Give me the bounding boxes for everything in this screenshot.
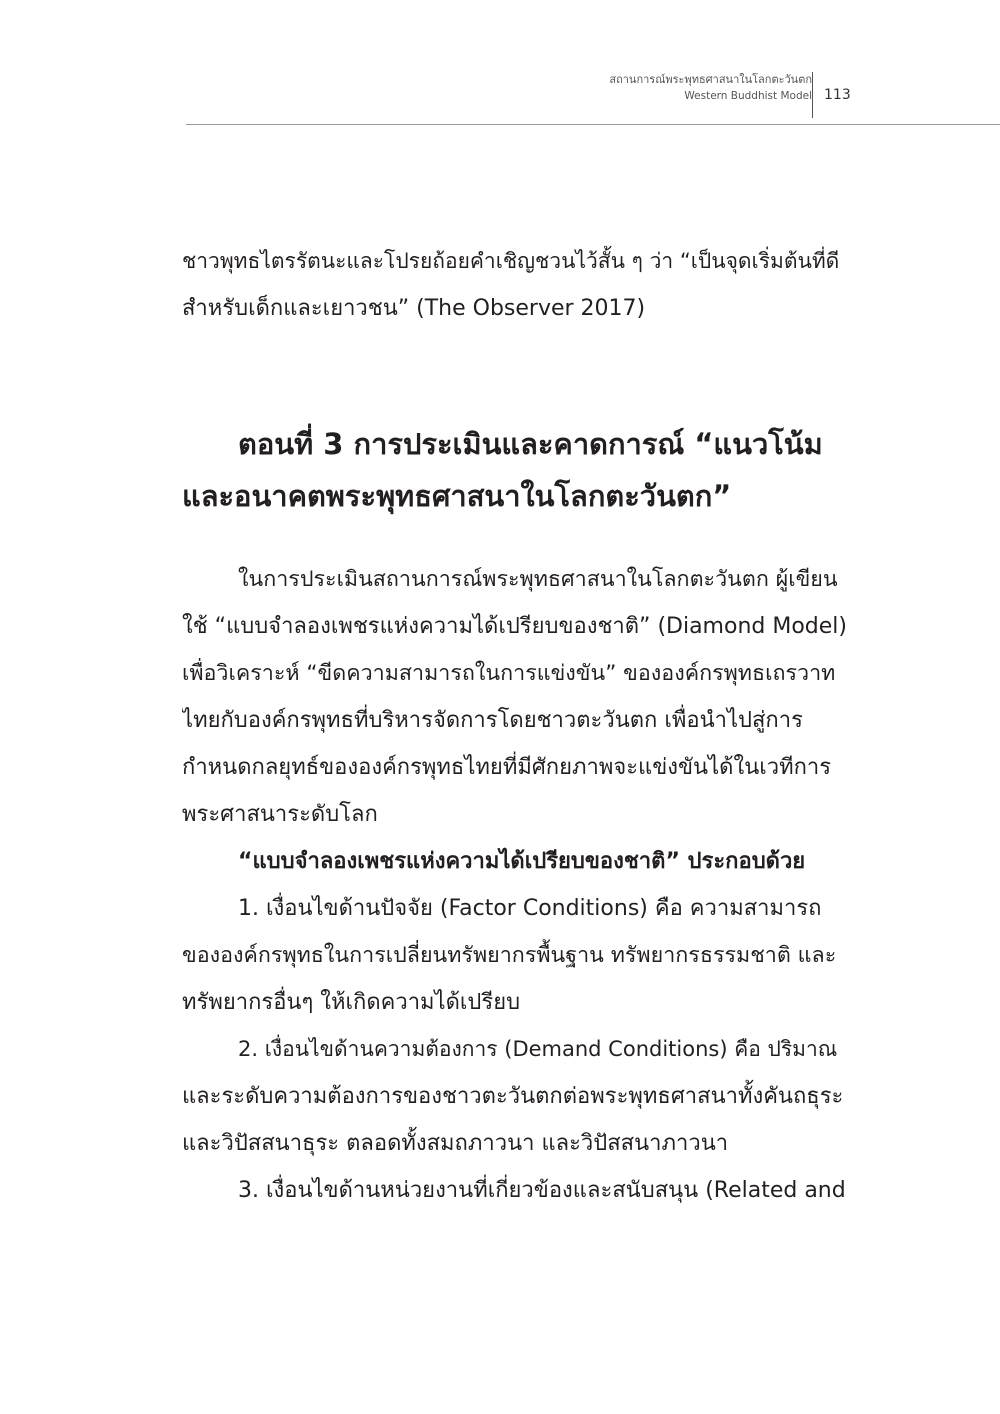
item-1-line-3: ทรัพยากรอื่นๆ ให้เกิดความได้เปรียบ [182, 990, 521, 1015]
diamond-model-subheading: “แบบจำลองเพชรแห่งความได้เปรียบของชาติ” ประกอบด้วย [238, 849, 806, 874]
running-header [412, 72, 812, 104]
main-line-3: เพื่อวิเคราะห์ “ขีดความสามารถในการแข่งขัน” ขององค์กรพุทธเถรวาท [182, 661, 836, 686]
running-title-thai: สถานการณ์พระพุทธศาสนาในโลกตะวันตก [609, 73, 812, 86]
item-2-line-2: และระดับความต้องการของชาวตะวันตกต่อพระพุทธศาสนาทั้งคันถธุระ [182, 1084, 844, 1109]
section-heading-line-2: และอนาคตพระพุทธศาสนาในโลกตะวันตก” [182, 479, 732, 513]
page-number: 113 [824, 87, 851, 103]
main-line-2: ใช้ “แบบจำลองเพชรแห่งความได้เปรียบของชาติ” (Diamond Model) [182, 614, 847, 639]
main-line-4: ไทยกับองค์กรพุทธที่บริหารจัดการโดยชาวตะวันตก เพื่อนำไปสู่การ [182, 708, 803, 733]
header-rule [186, 124, 1000, 125]
item-3-line-1: 3. เงื่อนไขด้านหน่วยงานที่เกี่ยวข้องและสนับสนุน (Related and [238, 1178, 846, 1203]
intro-paragraph [182, 238, 847, 332]
header-divider [812, 72, 813, 118]
intro-line-1: ชาวพุทธไตรรัตนะและโปรยถ้อยคำเชิญชวนไว้สั้น ๆ ว่า “เป็นจุดเริ่มต้นที่ดี [182, 249, 840, 273]
item-2-line-1: 2. เงื่อนไขด้านความต้องการ (Demand Conditions) คือ ปริมาณ [238, 1037, 838, 1061]
item-1-line-2: ขององค์กรพุทธในการเปลี่ยนทรัพยากรพื้นฐาน ทรัพยากรธรรมชาติ และ [182, 943, 837, 968]
intro-line-2: สำหรับเด็กและเยาวชน” (The Observer 2017) [182, 296, 646, 321]
item-1-line-1: 1. เงื่อนไขด้านปัจจัย (Factor Conditions) คือ ความสามารถ [238, 896, 822, 921]
main-line-1: ในการประเมินสถานการณ์พระพุทธศาสนาในโลกตะวันตก ผู้เขียน [238, 567, 838, 592]
main-line-6: พระศาสนาระดับโลก [182, 802, 378, 827]
section-heading-line-1: ตอนที่ 3 การประเมินและคาดการณ์ “แนวโน้ม [238, 427, 823, 461]
main-paragraph [182, 556, 847, 1214]
item-2-line-3: และวิปัสสนาธุระ ตลอดทั้งสมถภาวนา และวิปัสสนาภาวนา [182, 1131, 729, 1156]
main-line-5: กำหนดกลยุทธ์ขององค์กรพุทธไทยที่มีศักยภาพจะแข่งขันได้ในเวทีการ [182, 755, 832, 780]
section-heading [182, 418, 847, 522]
running-title-english: Western Buddhist Model [684, 90, 812, 102]
